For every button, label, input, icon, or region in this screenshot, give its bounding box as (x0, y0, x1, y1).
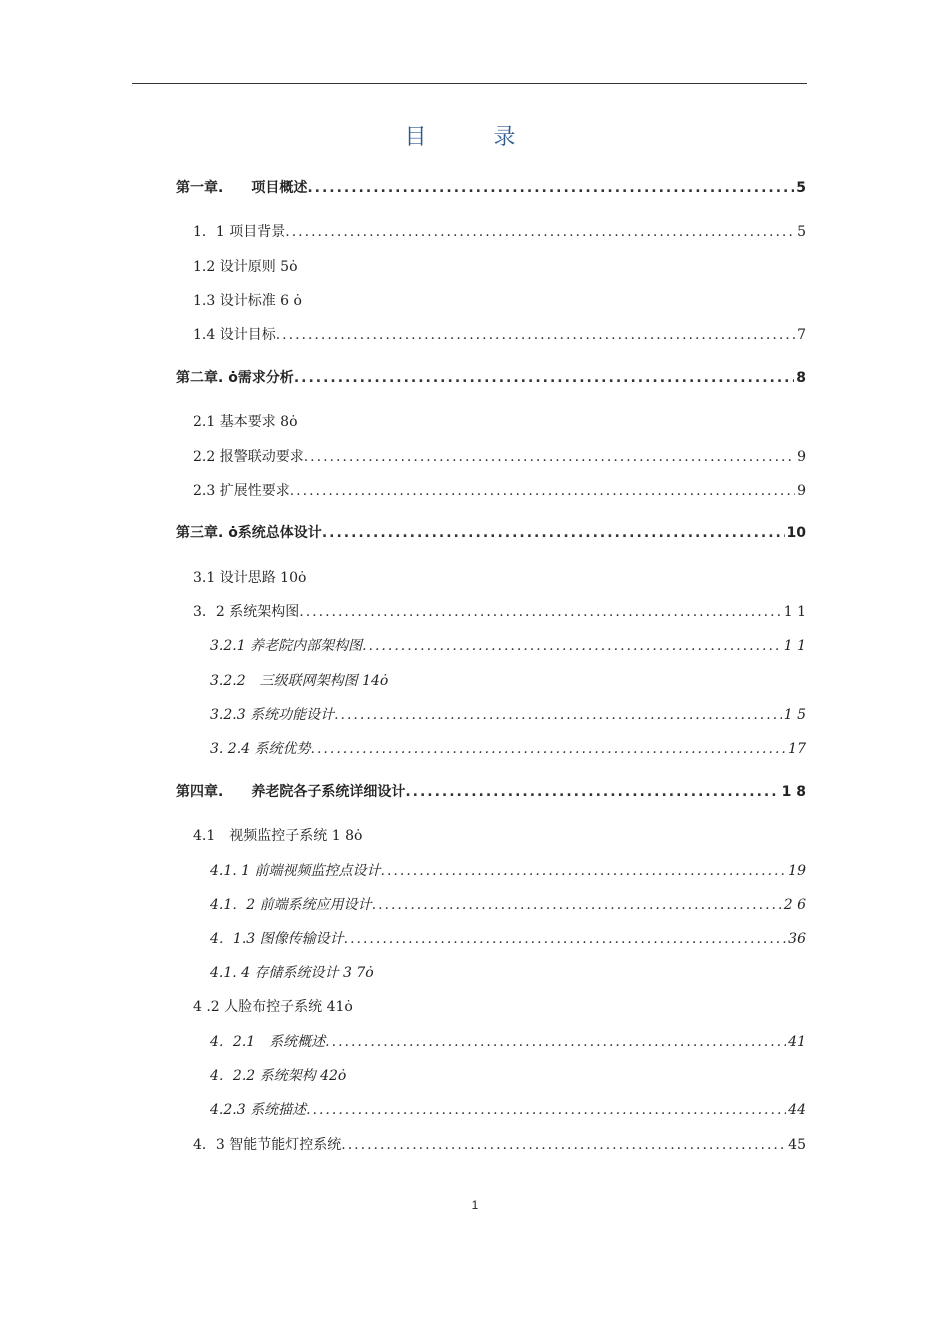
toc-leader-dots (362, 638, 782, 654)
toc-leader-dots (285, 224, 795, 240)
toc-leader-dots (290, 483, 795, 499)
toc-entry-label: 1.3 设计标准 6 ȯ (193, 293, 302, 309)
toc-entry[interactable] (176, 522, 806, 542)
toc-entry[interactable] (210, 1099, 806, 1119)
page-number: 1 (471, 1198, 479, 1212)
toc-entry-label: 4.2.3 系统描述 (210, 1102, 307, 1118)
toc-entry-page: 44 (788, 1102, 806, 1118)
toc-entry-page: 9 (797, 449, 806, 465)
toc-entry[interactable] (210, 1065, 346, 1085)
toc-entry[interactable] (193, 324, 806, 344)
toc-entry[interactable] (210, 894, 806, 914)
toc-entry-label: 1．1 项目背景 (193, 224, 286, 240)
toc-entry-label: 3.2.3 系统功能设计 (210, 707, 335, 723)
toc-entry-page: 1 1 (783, 604, 806, 620)
toc-leader-dots (325, 1034, 786, 1050)
toc-entry-page: 19 (788, 863, 806, 879)
toc-entry-label: 3.2.2 三级联网架构图 14ȯ (210, 673, 389, 689)
toc-leader-dots (294, 370, 794, 386)
toc-entry-label: 3．2 系统架构图 (193, 604, 300, 620)
toc-leader-dots (276, 327, 795, 343)
toc-entry[interactable] (210, 860, 806, 880)
toc-entry-page: 45 (788, 1137, 806, 1153)
toc-entry-label: 3. 2.4 系统优势 (210, 741, 311, 757)
toc-entry[interactable] (193, 996, 353, 1016)
toc-leader-dots (372, 897, 782, 913)
toc-entry[interactable] (210, 635, 806, 655)
toc-entry[interactable] (210, 928, 806, 948)
header-rule (132, 83, 807, 84)
toc-entry-label: 4.1．2 前端系统应用设计 (210, 897, 372, 913)
toc-entry-page: 7 (797, 327, 806, 343)
toc-entry-label: 4．3 智能节能灯控系统 (193, 1137, 342, 1153)
toc-leader-dots (322, 525, 785, 541)
toc-entry-label: 1.2 设计原则 5ȯ (193, 259, 298, 275)
toc-entry-label: 3.2.1 养老院内部架构图 (210, 638, 363, 654)
toc-leader-dots (311, 741, 787, 757)
toc-entry-label: 4.1 视频监控子系统 1 8ȯ (193, 828, 363, 844)
toc-entry-label: 2.2 报警联动要求 (193, 449, 304, 465)
toc-entry[interactable] (210, 1031, 806, 1051)
toc-entry-label: 3.1 设计思路 10ȯ (193, 570, 307, 586)
toc-entry[interactable] (176, 781, 806, 801)
toc-entry[interactable] (193, 480, 806, 500)
toc-entry-label: 2.3 扩展性要求 (193, 483, 290, 499)
toc-entry-page: 2 6 (783, 897, 806, 913)
toc-entry[interactable] (176, 177, 806, 197)
toc-entry-label: 1.4 设计目标 (193, 327, 276, 343)
toc-leader-dots (341, 1137, 786, 1153)
toc-entry[interactable] (193, 446, 806, 466)
toc-entry[interactable] (176, 367, 806, 387)
toc-leader-dots (344, 931, 787, 947)
toc-entry[interactable] (193, 1134, 806, 1154)
toc-entry-label: 4.1. 1 前端视频监控点设计 (210, 863, 381, 879)
toc-entry-page: 1 1 (783, 638, 806, 654)
toc-leader-dots (306, 1102, 786, 1118)
toc-entry[interactable] (193, 825, 362, 845)
toc-entry-page: 36 (788, 931, 806, 947)
toc-entry-label: 4 .2 人脸布控子系统 41ȯ (193, 999, 353, 1015)
toc-entry-label: 2.1 基本要求 8ȯ (193, 414, 298, 430)
toc-title: 目 录 (404, 125, 546, 150)
toc-entry-page: 17 (788, 741, 806, 757)
toc-leader-dots (381, 863, 787, 879)
toc-entry[interactable] (193, 411, 298, 431)
toc-entry-page: 9 (797, 483, 806, 499)
toc-entry-page: 1 5 (783, 707, 806, 723)
toc-entry-label: 4．2.2 系统架构 42ȯ (210, 1068, 347, 1084)
toc-entry[interactable] (210, 704, 806, 724)
toc-entry-page: 41 (788, 1034, 806, 1050)
toc-entry[interactable] (210, 738, 806, 758)
toc-entry[interactable] (193, 256, 298, 276)
toc-leader-dots (307, 180, 794, 196)
toc-leader-dots (334, 707, 782, 723)
toc-entry[interactable] (193, 567, 306, 587)
toc-entry-label: 第三章. ȯ系统总体设计 (176, 525, 322, 541)
toc-entry[interactable] (210, 670, 388, 690)
toc-entry-page: 5 (796, 180, 806, 196)
toc-entry-label: 4．2.1 系统概述 (210, 1034, 326, 1050)
toc-entry[interactable] (193, 221, 806, 241)
toc-entry-label: 第一章. 项目概述 (176, 180, 308, 196)
toc-entry-label: 4．1.3 图像传输设计 (210, 931, 344, 947)
toc-entry[interactable] (193, 290, 302, 310)
toc-entry[interactable] (193, 601, 806, 621)
toc-leader-dots (304, 449, 795, 465)
toc-entry-page: 5 (797, 224, 806, 240)
toc-leader-dots (299, 604, 781, 620)
toc-entry-label: 第二章. ȯ需求分析 (176, 370, 294, 386)
toc-entry-page: 8 (796, 370, 806, 386)
toc-entry-page: 1 8 (781, 784, 806, 800)
toc-leader-dots (405, 784, 779, 800)
toc-entry-label: 第四章. 养老院各子系统详细设计 (176, 784, 406, 800)
toc-entry-page: 10 (786, 525, 806, 541)
toc-entry-label: 4.1. 4 存储系统设计 3 7ȯ (210, 965, 374, 981)
toc-entry[interactable] (210, 962, 374, 982)
